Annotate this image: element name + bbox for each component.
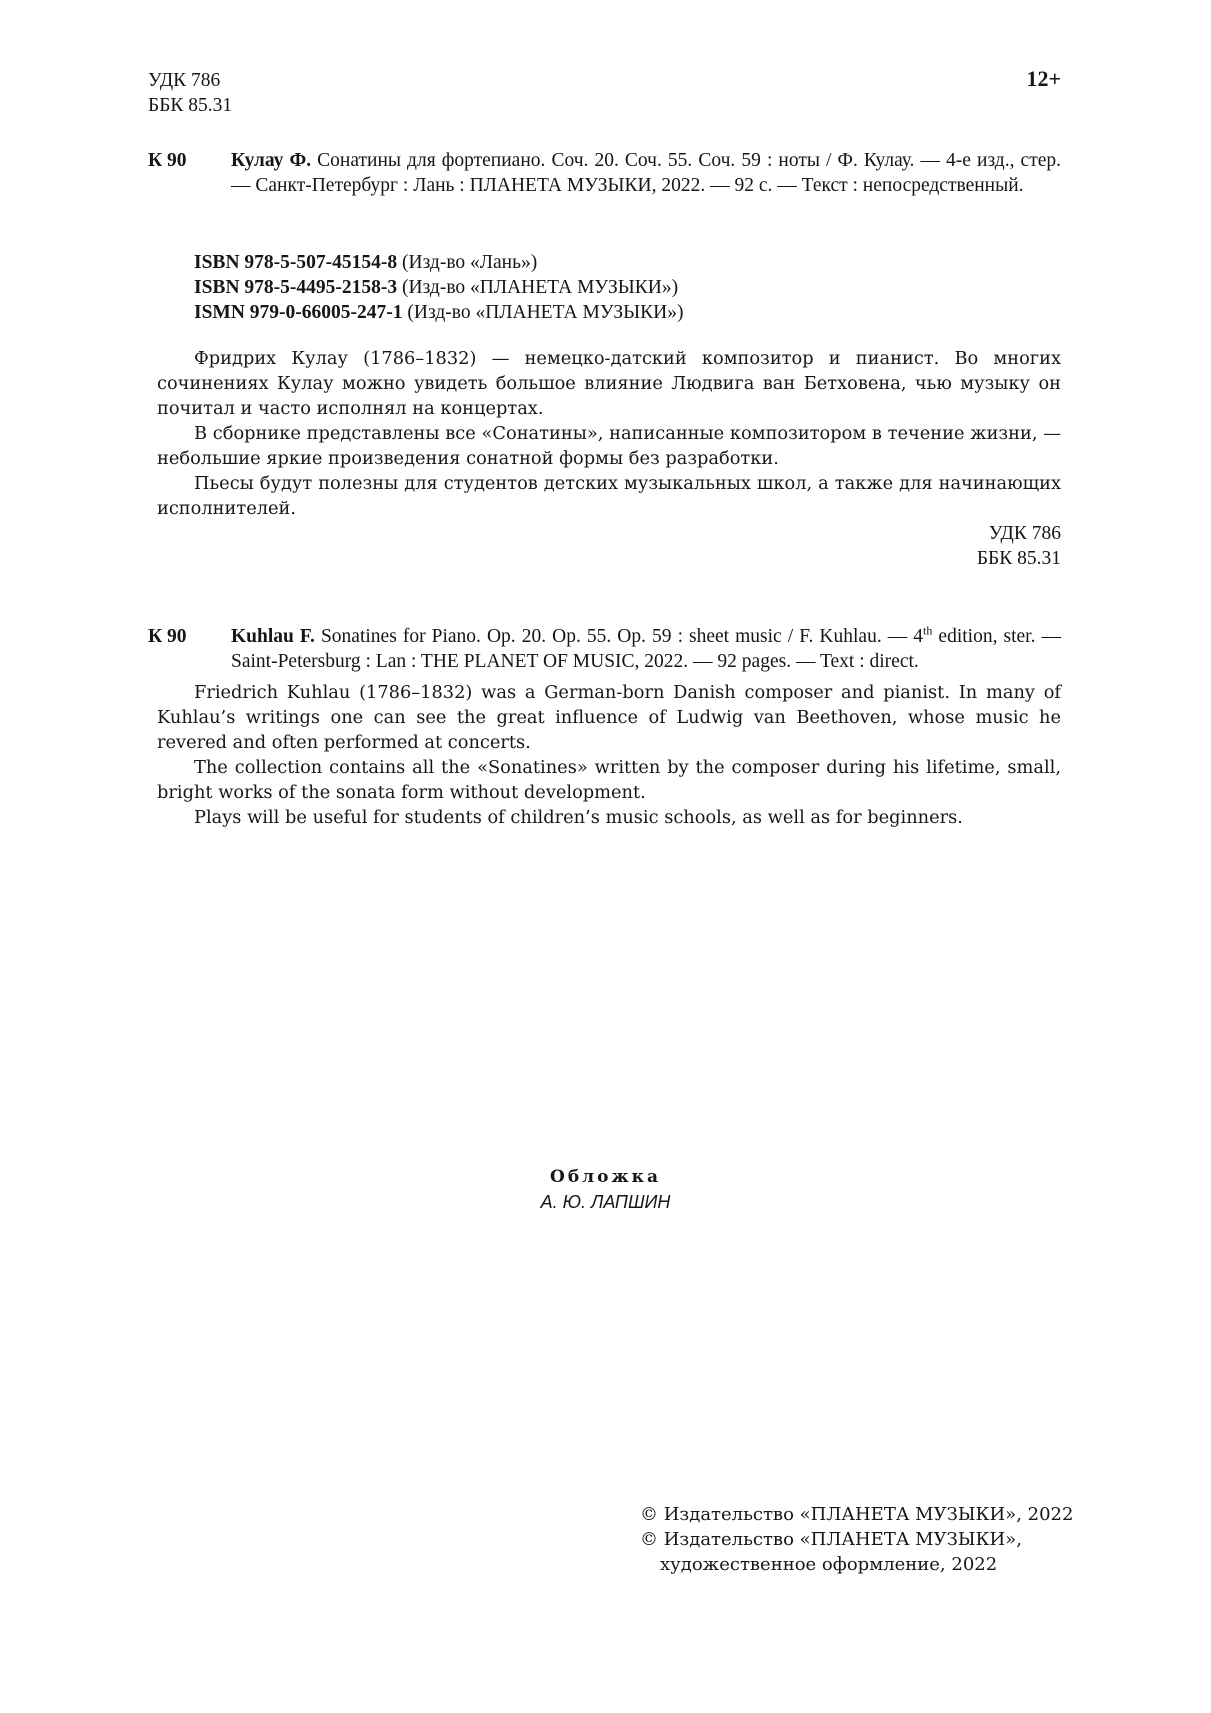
author-sign: К 90 — [148, 150, 187, 171]
copyright-line: художественное оформление, 2022 — [660, 1554, 998, 1575]
ru-bibliographic-entry — [148, 148, 1061, 198]
en-annotation-paragraph: Plays will be useful for students of children’s music schools, as well as for beginners. — [194, 807, 963, 828]
cover-credit — [0, 1165, 1211, 1215]
ismn-number: ISMN 979-0-66005-247-1 — [194, 302, 403, 323]
isbn-publisher: (Изд-во «Лань») — [397, 252, 538, 273]
en-entry-text — [231, 624, 1061, 674]
udk-code: УДК 786 — [988, 523, 1061, 544]
copyright-line: © Издательство «ПЛАНЕТА МУЗЫКИ», — [640, 1529, 1022, 1550]
ru-annotation-paragraph: Фридрих Кулау (1786–1832) — немецко-датский композитор и пианист. Во многих сочинениях Кулау можно увидеть большое влияние Людвига ван Бетховена, чью музыку он почитал и часто исполнял на концертах. — [157, 348, 1061, 419]
ismn-line — [194, 300, 683, 325]
en-annotation-paragraph: The collection contains all the «Sonatines» written by the composer during his lifetime, small, bright works of the sonata form without development. — [157, 757, 1061, 803]
en-bibliographic-entry — [148, 624, 1061, 674]
bbk-code: ББК 85.31 — [148, 95, 233, 116]
author-sign: К 90 — [148, 626, 187, 647]
edition-superscript: th — [923, 623, 933, 638]
age-rating: 12+ — [1026, 66, 1061, 91]
copyright-line: © Издательство «ПЛАНЕТА МУЗЫКИ», 2022 — [640, 1504, 1074, 1525]
header-classification — [148, 68, 232, 118]
isbn-line — [194, 250, 683, 275]
en-annotation — [157, 680, 1061, 830]
isbn-line — [194, 275, 683, 300]
ismn-publisher: (Изд-во «ПЛАНЕТА МУЗЫКИ») — [402, 302, 684, 323]
en-annotation-paragraph: Friedrich Kuhlau (1786–1832) was a German-born Danish composer and pianist. In many of Kuhlau’s writings one can see the great influence of Ludwig van Beethoven, whose music he revered and often performed at concerts. — [157, 682, 1061, 753]
ru-annotation-paragraph: В сборнике представлены все «Сонатины», написанные композитором в течение жизни, — небольшие яркие произведения сонатной формы без разработки. — [157, 423, 1061, 469]
ru-entry-text — [231, 148, 1061, 198]
isbn-list — [194, 250, 683, 325]
isbn-number: ISBN 978-5-4495-2158-3 — [194, 277, 398, 298]
cover-label: Обложка — [550, 1167, 661, 1187]
cover-designer: А. Ю. ЛАПШИН — [540, 1192, 671, 1212]
en-description-rest: edition, ster. — Saint-Petersburg : Lan : THE PLANET OF MUSIC, 2022. — 92 pages. — Text : direct. — [231, 626, 1061, 672]
en-description: Sonatines for Piano. Op. 20. Op. 55. Op. 59 : sheet music / F. Kuhlau. — 4 — [314, 626, 924, 647]
ru-annotation-paragraph: Пьесы будут полезны для студентов детских музыкальных школ, а также для начинающих исполнителей. — [157, 473, 1061, 519]
bbk-code: ББК 85.31 — [976, 548, 1061, 569]
udk-code: УДК 786 — [148, 70, 221, 91]
ru-annotation — [157, 346, 1061, 521]
en-author: Kuhlau F. — [231, 626, 315, 647]
copyright-block — [640, 1502, 1073, 1577]
isbn-publisher: (Изд-во «ПЛАНЕТА МУЗЫКИ») — [397, 277, 679, 298]
ru-author: Кулау Ф. — [231, 150, 312, 171]
footer-classification — [977, 521, 1061, 571]
ru-description: Сонатины для фортепиано. Соч. 20. Соч. 55. Соч. 59 : ноты / Ф. Кулау. — 4-е изд., стер. — Санкт-Петербург : Лань : ПЛАНЕТА МУЗЫКИ, 2022. — 92 с. — Текст : непосредственный. — [231, 150, 1061, 196]
isbn-number: ISBN 978-5-507-45154-8 — [194, 252, 398, 273]
